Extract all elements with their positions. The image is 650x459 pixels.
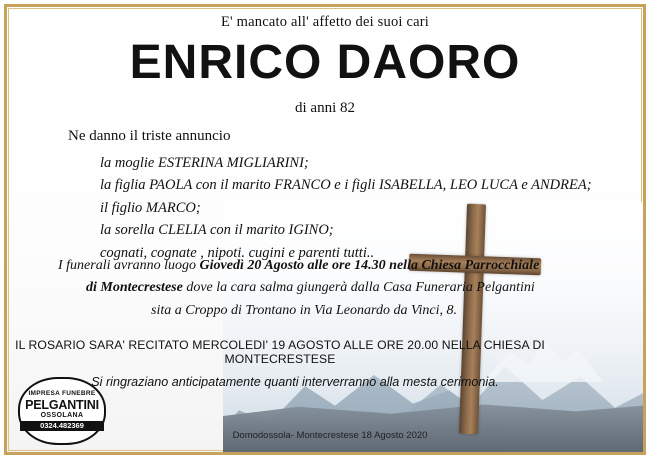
list-item: la figlia PAOLA con il marito FRANCO e i figli ISABELLA, LEO LUCA e ANDREA; <box>100 177 592 194</box>
funeral-details <box>58 255 610 322</box>
opening-line: E' mancato all' affetto dei suoi cari <box>220 14 430 30</box>
deceased-name: ENRICO DAORO <box>129 36 521 89</box>
funeral-line-2 <box>58 277 610 299</box>
logo-main-text: PELGANTINI <box>25 397 99 412</box>
funeral-line-2-rest: dove la cara salma giungerà dalla Casa Funeraria Pelgantini <box>182 280 535 296</box>
logo-sub-text: OSSOLANA <box>40 411 84 419</box>
list-item: la moglie ESTERINA MIGLIARINI; <box>100 155 309 171</box>
footer-place-date: Domodossola- Montecrestese 18 Agosto 2020 <box>232 430 428 441</box>
relatives-list <box>100 152 590 264</box>
funeral-home-logo <box>18 377 106 445</box>
announce-line: Ne danno il triste annuncio <box>68 128 231 144</box>
funeral-line-1 <box>58 255 610 277</box>
logo-phone: 0324.482369 <box>20 421 104 431</box>
list-item: cognati, cognate , nipoti. cugini e parenti tutti.. <box>100 244 375 261</box>
age-line: di anni 82 <box>295 100 355 116</box>
funeral-line-1-emphasis: Giovedì 20 Agosto alle ore 14.30 nella Chiesa Parrocchiale <box>199 258 540 273</box>
funeral-line-2-emphasis: di Montecrestese <box>86 280 183 296</box>
funeral-line-1-prefix: I funerali avranno luogo <box>58 258 200 273</box>
thanks-line: Si ringraziano anticipatamente quanti interverranno alla mesta cerimonia. <box>91 375 499 389</box>
funeral-line-3: sita a Croppo di Trontano in Via Leonardo da Vinci, 8. <box>151 302 457 318</box>
logo-top-text: IMPRESA FUNEBRE <box>28 389 96 397</box>
list-item: la sorella CLELIA con il marito IGINO; <box>100 222 334 239</box>
rosary-line: IL ROSARIO SARA' RECITATO MERCOLEDI' 19 AGOSTO ALLE ORE 20.00 NELLA CHIESA DI MONTECRESTESE <box>15 338 545 366</box>
list-item: il figlio MARCO; <box>100 199 201 216</box>
